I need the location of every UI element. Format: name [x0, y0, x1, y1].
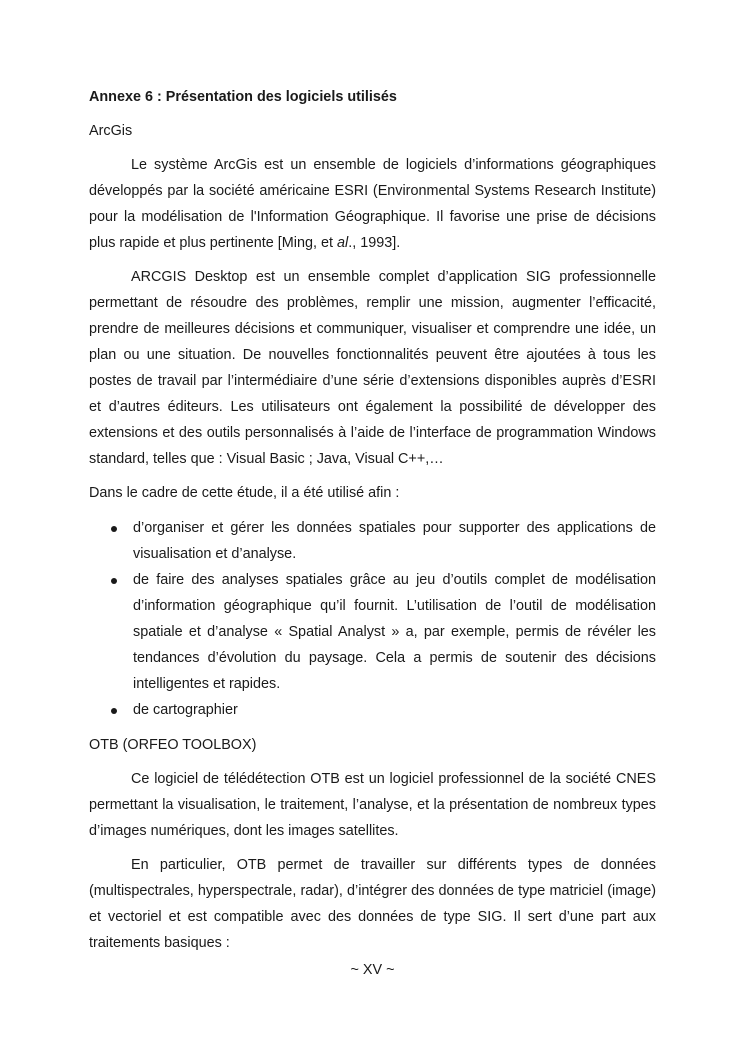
arcgis-p1-text: Le système ArcGis est un ensemble de logiciels d’informations géographiques développés par la société américaine ESRI (Environmental Systems Research Institute) pour la modélisation de l'Information Géographique. Il favorise une prise de décisions plus rapide et plus pertinente [Ming, et	[89, 157, 656, 251]
arcgis-paragraph-1	[89, 152, 656, 256]
otb-paragraph-2: En particulier, OTB permet de travailler sur différents types de données (multispectrales, hyperspectrale, radar), d’intégrer des données de type matriciel (image) et vectoriel et est compatible avec des données de type SIG. Il sert d’une part aux traitements basiques :	[89, 857, 656, 951]
page-number: ~ XV ~	[350, 962, 395, 978]
bullet-icon	[111, 526, 117, 532]
bullet-icon	[111, 708, 117, 714]
list-item	[89, 515, 656, 567]
bullet-icon	[111, 578, 117, 584]
list-item-text: de cartographier	[133, 702, 238, 718]
list-item-text: de faire des analyses spatiales grâce au jeu d’outils complet de modélisation d’information géographique qu’il fournit. L’utilisation de l’outil de modélisation spatiale et d’analyse « Spatial Analyst » a, par exemple, permis de révéler les tendances d’évolution du paysage. Cela a permis de soutenir des décisions intelligentes et rapides.	[133, 572, 656, 692]
arcgis-paragraph-2: ARCGIS Desktop est un ensemble complet d’application SIG professionnelle permettant de résoudre des problèmes, remplir une mission, augmenter l’efficacité, prendre de meilleures décisions et communiquer, visualiser et comprendre une idée, un plan ou une situation. De nouvelles fonctionnalités peuvent être ajoutées à tous les postes de travail par l’intermédiaire d’une série d’extensions disponibles auprès d’ESRI et d’autres éditeurs. Les utilisateurs ont également la possibilité de développer des extensions et des outils personnalisés à l’aide de l’interface de programmation Windows standard, telles que : Visual Basic ; Java, Visual C++,…	[89, 269, 656, 467]
otb-paragraph-1: Ce logiciel de télédétection OTB est un logiciel professionnel de la société CNES permettant la visualisation, le traitement, l’analyse, et la présentation de nombreux types d’images numériques, dont les images satellites.	[89, 771, 656, 839]
list-item	[89, 697, 656, 723]
arcgis-paragraph-3: Dans le cadre de cette étude, il a été utilisé afin :	[89, 485, 400, 501]
otb-heading: OTB (ORFEO TOOLBOX)	[89, 737, 257, 753]
annex-title: Annexe 6 : Présentation des logiciels utilisés	[89, 89, 397, 105]
list-item	[89, 567, 656, 697]
arcgis-p1-text-end: ., 1993].	[348, 235, 401, 251]
arcgis-usage-list	[89, 515, 656, 723]
document-page	[89, 84, 656, 956]
arcgis-p1-italic: al	[337, 235, 349, 251]
arcgis-heading: ArcGis	[89, 123, 133, 139]
list-item-text: d’organiser et gérer les données spatiales pour supporter des applications de visualisation et d’analyse.	[133, 520, 656, 562]
